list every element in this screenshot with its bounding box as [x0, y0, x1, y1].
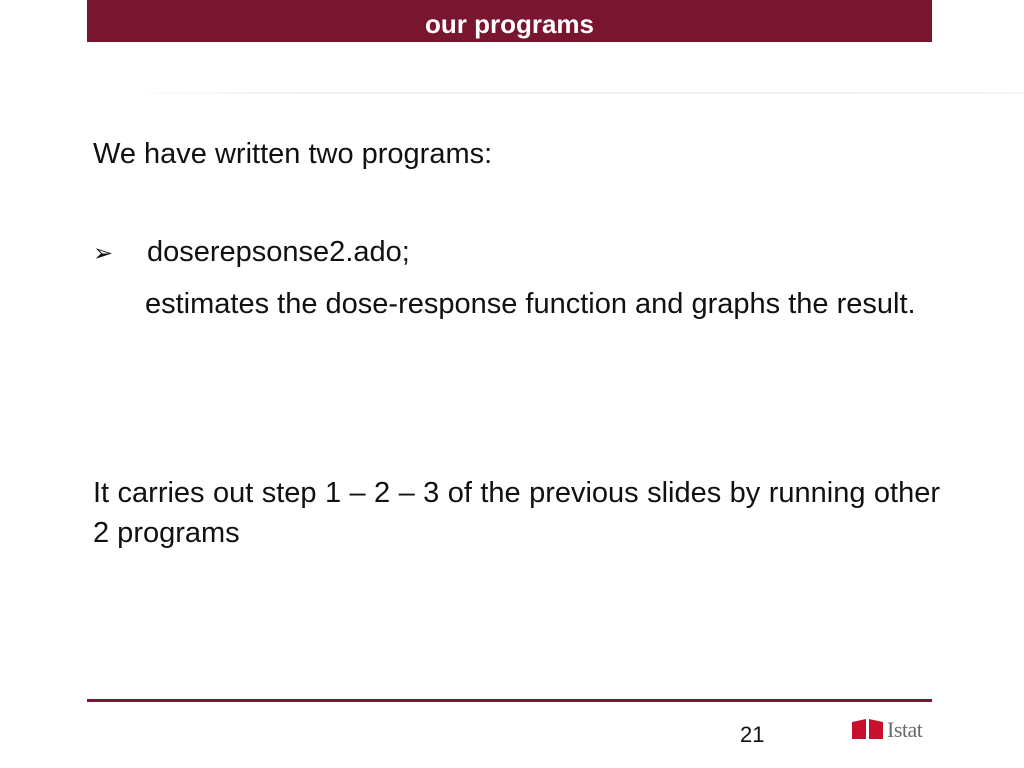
body-paragraph: It carries out step 1 – 2 – 3 of the previous slides by running other 2 programs	[93, 477, 940, 549]
arrow-bullet-icon: ➢	[93, 240, 114, 267]
footer-divider	[87, 699, 932, 702]
bullet-item	[93, 234, 410, 272]
bullet-text: doserepsonse2.ado;	[147, 236, 410, 268]
istat-logo	[851, 716, 935, 744]
title-bar	[87, 0, 932, 42]
bullet-description: estimates the dose-response function and graphs the result.	[145, 288, 916, 320]
slide-title: our programs	[424, 9, 595, 39]
istat-logo-mark-icon	[851, 718, 885, 740]
page-number: 21	[740, 722, 765, 747]
istat-logo-text: Istat	[887, 717, 923, 742]
title-divider	[120, 92, 1024, 94]
intro-text: We have written two programs:	[93, 138, 493, 170]
